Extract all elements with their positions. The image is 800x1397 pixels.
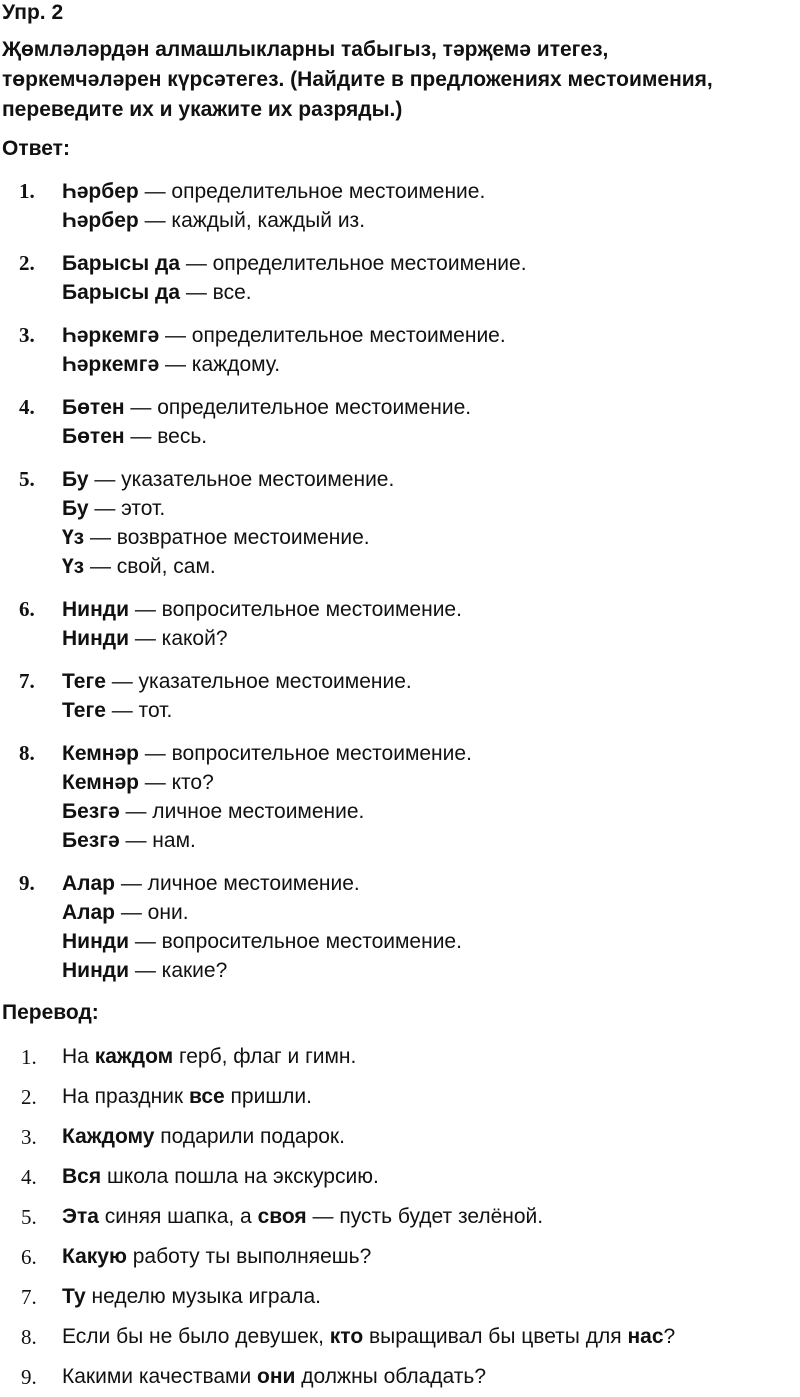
pronoun-term: Һәрбер (62, 209, 139, 232)
translation-item-number: 5. (21, 1205, 37, 1229)
pronoun-description: — все. (180, 281, 252, 304)
pronoun-term: Үз (62, 555, 85, 578)
exercise-title: Упр. 2 (2, 1, 64, 24)
answer-item (2, 739, 800, 855)
task-line: Җөмләләрдән алмашлыкларны табыгыз, тәрҗемә итегез, (2, 38, 609, 61)
pronoun-description: — возвратное местоимение. (84, 526, 370, 549)
pronoun-description: — кто? (138, 771, 214, 794)
translation-pronoun: нас (627, 1325, 664, 1348)
answer-line (62, 667, 800, 696)
translation-item-number: 3. (21, 1125, 37, 1149)
pronoun-term: Барысы да (62, 252, 180, 275)
answer-item-number: 4. (19, 395, 35, 419)
pronoun-description: — каждому. (159, 353, 281, 376)
translation-item (2, 1357, 800, 1397)
pronoun-description: — тот. (105, 699, 173, 722)
translation-label: Перевод: (2, 1001, 99, 1024)
answer-line (62, 350, 800, 379)
answer-line (62, 797, 800, 826)
answer-item-number: 3. (19, 323, 35, 347)
pronoun-description: — вопросительное местоимение. (129, 598, 462, 621)
answer-item-number: 7. (19, 669, 35, 693)
translation-text: подарили подарок. (154, 1125, 345, 1148)
pronoun-description: — личное местоимение. (115, 872, 360, 895)
pronoun-description: — указательное местоимение. (105, 670, 412, 693)
answer-line (62, 552, 800, 581)
answer-line (62, 177, 800, 206)
pronoun-term: Безгә (62, 800, 120, 823)
pronoun-term: Һәркемгә (62, 353, 160, 376)
translation-text: — пусть будет зелёной. (306, 1205, 544, 1228)
answer-item (2, 869, 800, 985)
translation-text: Какими качествами (62, 1365, 258, 1388)
pronoun-description: — какие? (129, 959, 228, 982)
pronoun-description: — определительное местоимение. (159, 324, 506, 347)
pronoun-description: — определительное местоимение. (138, 180, 486, 203)
answer-line (62, 422, 800, 451)
answer-line (62, 696, 800, 725)
answer-item (2, 667, 800, 725)
pronoun-term: Бөтен (62, 396, 125, 419)
translation-text: На (62, 1045, 95, 1068)
translation-pronoun: Какую (62, 1245, 127, 1268)
translation-text: должны обладать? (295, 1365, 487, 1388)
translation-pronoun: своя (257, 1205, 307, 1228)
translation-text: выращивал бы цветы для (363, 1325, 628, 1348)
answer-list (2, 177, 800, 985)
answer-line (62, 393, 800, 422)
translation-text: На праздник (62, 1085, 189, 1108)
answer-line (62, 739, 800, 768)
translation-item (2, 1077, 800, 1117)
exercise-task (2, 35, 800, 125)
pronoun-description: — они. (115, 901, 189, 924)
translation-item-number: 8. (21, 1325, 37, 1349)
answer-line (62, 278, 800, 307)
translation-item-number: 6. (21, 1245, 37, 1269)
translation-text: неделю музыка играла. (85, 1285, 322, 1308)
translation-pronoun: все (188, 1085, 225, 1108)
translation-pronoun: Эта (62, 1205, 99, 1228)
answer-item-number: 1. (19, 179, 35, 203)
answer-item-number: 8. (19, 741, 35, 765)
translation-pronoun: они (257, 1365, 296, 1388)
pronoun-term: Нинди (62, 930, 129, 953)
translation-text: синяя шапка, а (98, 1205, 258, 1228)
pronoun-term: Үз (62, 526, 85, 549)
translation-item (2, 1117, 800, 1157)
pronoun-term: Нинди (62, 598, 129, 621)
translation-pronoun: кто (329, 1325, 364, 1348)
pronoun-term: Бөтен (62, 425, 125, 448)
answer-item-number: 9. (19, 871, 35, 895)
translation-item-number: 4. (21, 1165, 37, 1189)
translation-item-number: 9. (21, 1365, 37, 1389)
pronoun-description: — личное местоимение. (119, 800, 365, 823)
pronoun-term: Бу (62, 468, 89, 491)
pronoun-term: Алар (62, 901, 116, 924)
translation-item (2, 1277, 800, 1317)
answer-line (62, 956, 800, 985)
answer-line (62, 494, 800, 523)
pronoun-description: — свой, сам. (84, 555, 216, 578)
pronoun-description: — указательное местоимение. (88, 468, 395, 491)
translation-item (2, 1317, 800, 1357)
pronoun-term: Һәрбер (62, 180, 139, 203)
answer-line (62, 898, 800, 927)
pronoun-description: — определительное местоимение. (124, 396, 472, 419)
translation-text: герб, флаг и гимн. (173, 1045, 357, 1068)
pronoun-term: Нинди (62, 959, 129, 982)
pronoun-description: — этот. (88, 497, 166, 520)
answer-line (62, 321, 800, 350)
task-line: переведите их и укажите их разряды.) (2, 98, 403, 121)
translation-item (2, 1157, 800, 1197)
answer-item (2, 465, 800, 581)
answer-line (62, 206, 800, 235)
answer-item (2, 177, 800, 235)
answer-item (2, 321, 800, 379)
translation-item-number: 7. (21, 1285, 37, 1309)
answer-line (62, 927, 800, 956)
translation-text: работу ты выполняешь? (126, 1245, 372, 1268)
translation-pronoun: Ту (62, 1285, 86, 1308)
pronoun-description: — вопросительное местоимение. (129, 930, 462, 953)
answer-item (2, 595, 800, 653)
pronoun-term: Безгә (62, 829, 120, 852)
pronoun-term: Һәркемгә (62, 324, 160, 347)
translation-item-number: 2. (21, 1085, 37, 1109)
answer-line (62, 826, 800, 855)
pronoun-description: — определительное местоимение. (180, 252, 527, 275)
answer-line (62, 768, 800, 797)
pronoun-description: — весь. (124, 425, 208, 448)
pronoun-term: Барысы да (62, 281, 180, 304)
pronoun-term: Теге (62, 699, 106, 722)
translation-pronoun: каждом (94, 1045, 174, 1068)
translation-text: школа пошла на экскурсию. (101, 1165, 379, 1188)
translation-text: ? (663, 1325, 676, 1348)
answer-line (62, 249, 800, 278)
answer-line (62, 595, 800, 624)
task-line: төркемчәләрен күрсәтегез. (Найдите в предложениях местоимения, (2, 68, 713, 91)
answer-item (2, 249, 800, 307)
translation-item (2, 1197, 800, 1237)
pronoun-term: Нинди (62, 627, 129, 650)
pronoun-term: Кемнәр (62, 742, 139, 765)
answer-item-number: 5. (19, 467, 35, 491)
pronoun-term: Кемнәр (62, 771, 139, 794)
pronoun-term: Алар (62, 872, 116, 895)
pronoun-description: — нам. (119, 829, 196, 852)
translation-text: Если бы не было девушек, (62, 1325, 330, 1348)
pronoun-description: — какой? (129, 627, 228, 650)
answer-line (62, 523, 800, 552)
translation-item (2, 1237, 800, 1277)
answer-item-number: 6. (19, 597, 35, 621)
translation-text: пришли. (224, 1085, 312, 1108)
pronoun-description: — каждый, каждый из. (138, 209, 366, 232)
answer-line (62, 624, 800, 653)
pronoun-term: Бу (62, 497, 89, 520)
answer-line (62, 869, 800, 898)
pronoun-term: Теге (62, 670, 106, 693)
translation-item (2, 1037, 800, 1077)
translation-item-number: 1. (21, 1045, 37, 1069)
answer-line (62, 465, 800, 494)
translation-list (2, 1037, 800, 1397)
answer-label: Ответ: (2, 137, 70, 160)
translation-pronoun: Вся (62, 1165, 102, 1188)
answer-item-number: 2. (19, 251, 35, 275)
pronoun-description: — вопросительное местоимение. (138, 742, 472, 765)
answer-item (2, 393, 800, 451)
translation-pronoun: Каждому (62, 1125, 155, 1148)
